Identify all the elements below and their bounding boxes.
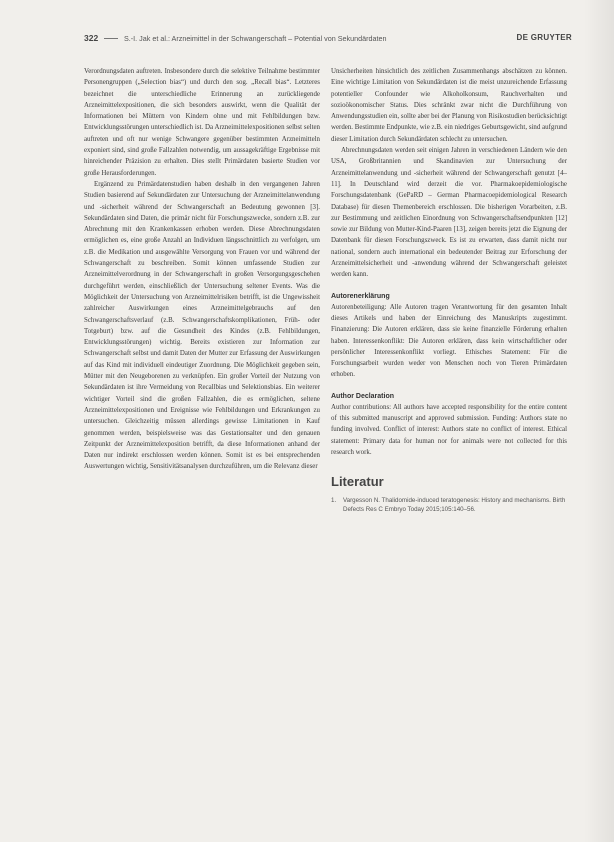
left-column bbox=[84, 66, 320, 473]
publisher-logo: DE GRUYTER bbox=[516, 33, 572, 42]
reference-number: 1. bbox=[331, 497, 337, 505]
body-paragraph: Unsicherheiten hinsichtlich des zeitlichen Zusammenhangs abschätzen zu können. Eine wichtige Limitation von Sekundärdaten ist die meist unzureichende Erfassung potentieller Confounder wie Alkoholkonsum, Rauchverhalten und sozioökonomischer Status. Dies schränkt zwar nicht die Durchführung von Anwendungsstudien ein, sollte aber bei der Planung von Risikostudien berücksichtigt werden. Bestimmte Endpunkte, wie z.B. ein niedriges Geburtsgewicht, sind aufgrund dieser Limitation durch Sekundärdaten schlecht zu untersuchen. bbox=[331, 68, 567, 143]
reference-list bbox=[331, 496, 567, 514]
header-rule bbox=[104, 38, 118, 39]
reference-item bbox=[331, 496, 567, 514]
section-heading-author-declaration: Author Declaration bbox=[331, 392, 395, 400]
right-column bbox=[331, 66, 567, 514]
section-heading-autorenerklaerung: Autorenerklärung bbox=[331, 292, 390, 300]
page-number: 322 bbox=[84, 33, 99, 43]
body-paragraph: Verordnungsdaten auftreten. Insbesondere durch die selektive Teilnahme bestimmter Personengruppen („Selection bias“) und durch den sog. „Recall bias“. Letzteres bezeichnet die unterschiedliche Erinnerung an zurückliegende Arzneimittelexpositionen, die sich besonders auswirkt, wenn die Qualität der Informationen bei Müttern von Kindern ohne und mit Fehlbildungen bzw. Entwicklungsstörungen unterschiedlich ist. Da Arzneimittelexpositionen selbst selten auftreten und oft nur wenige Schwangere gegenüber bestimmten Arzneimitteln exponiert sind, sind große Fallzahlen notwendig, um aussagekräftige Ergebnisse mit hinreichender Präzision zu erhalten. Dies stellt Primärdaten basierte Studien vor große Herausforderungen. bbox=[84, 68, 320, 177]
body-paragraph: Abrechnungsdaten werden seit einigen Jahren in verschiedenen Ländern wie den USA, Großbritannien und Skandinavien zur Untersuchung der Arzneimittelanwendung und -sicherheit während der Schwangerschaft genutzt [4–11]. In Deutschland wird derzeit die vor. Pharmakoepidemiologische Forschungsdatenbank (GePaRD – German Pharmacoepidemiological Research Database) für diesen Themenbereich erschlossen. Die bisherigen Vorarbeiten, z.B. zur Bestimmung und zeitlichen Einordnung von Schwangerschaftsendpunkten [12] sowie zur Bildung von Mutter-Kind-Paaren [13], zeigen bereits jetzt die Eignung der Datenbank für diesen Forschungszweck. Es ist zu erwarten, dass damit nicht nur national, sondern auch international ein bedeutender Beitrag zur Erforschung der Arzneimittelsicherheit und -anwendung während der Schwangerschaft geleistet werden kann. bbox=[331, 147, 567, 279]
running-head: S.-I. Jak et al.: Arzneimittel in der Schwangerschaft – Potential von Sekundärdaten bbox=[124, 34, 387, 43]
declaration-text-de: Autorenbeteiligung: Alle Autoren tragen Verantwortung für den gesamten Inhalt dieses Artikels und haben der Einreichung des Manuskripts zugestimmt. Finanzierung: Die Autoren erklären, dass sie keine finanzielle Förderung erhalten haben. Interessenkonflikt: Die Autoren erklären, dass kein wirtschaftlicher oder persönlicher Interessenkonflikt vorliegt. Ethisches Statement: Für die Forschungsarbeit wurden weder von Menschen noch von Tieren Primärdaten erhoben. bbox=[331, 303, 567, 379]
body-paragraph: Ergänzend zu Primärdatenstudien haben deshalb in den vergangenen Jahren Studien basierend auf Sekundärdaten zur Untersuchung der Arzneimittelanwendung und -sicherheit während der Schwangerschaft an Bedeutung gewonnen [3]. Sekundärdaten sind Daten, die primär nicht für Forschungszwecke, sondern z.B. zur Abrechnung mit den Krankenkassen erhoben werden. Diese Abrechnungsdaten ermöglichen es, eine große Anzahl an Individuen längsschnittlich zu verfolgen, um z.B. die Medikation und ausgewählte Versorgung von Frauen vor und während der Schwangerschaft zu beschreiben. Somit können umfassende Studien zur Arzneimittelverordnung in der Schwangerschaft in großen Versorgungsgeschehen durchgeführt werden, einschließlich der Untersuchung seltener Events. Was die Möglichkeit der Untersuchung von Arzneimittelrisiken betrifft, ist die Ungewissheit zahlreicher Auswirkungen eines Arzneimittelgebrauchs auf den Schwangerschaftsverlauf (z.B. Schwangerschaftskomplikationen, Früh- oder Totgeburt) bzw. auf die Gesundheit des Kindes (z.B. Fehlbildungen, Entwicklungsstörungen) wichtig. Bereits existieren zur Information zur Schwangerschaft selbst und damit Daten der Mutter zur Erfassung der Auswirkungen auf das Kind mit individuell eindeutiger Zuordnung. Die Möglichkeit gegeben sein, Mütter mit den Neugeborenen zu verknüpfen. Ein großer Vorteil der Nutzung von Sekundärdaten ist ihre Vermeidung von Recallbias und Selektionsbias. Ein weiterer wichtiger Vorteil sind die großen Fallzahlen, die es ermöglichen, seltene Arzneimittelexpositionen und Ereignisse wie Fehlbildungen und Erkrankungen zu untersuchen. Gleichzeitig müssen allerdings gewisse Limitationen in Kauf genommen werden, beispielsweise was das Gestationsalter und den genauen Zeitpunkt der Arzneimittelexposition betrifft, da diese Informationen anhand der Daten nur indirekt erschlossen werden können. Somit ist es bei entsprechenden Auswertungen wichtig, Sensitivitätsanalysen durchzuführen, um die Relevanz dieser bbox=[84, 180, 320, 471]
literature-heading: Literatur bbox=[331, 474, 384, 490]
declaration-text-en: Author contributions: All authors have accepted responsibility for the entire content of this submitted manuscript and approved submission. Funding: Authors state no funding involved. Conflict of interest: Authors state no conflict of interest. Ethical statement: Primary data for human nor for animals were not collected for this research work. bbox=[331, 403, 567, 456]
reference-text: Vargesson N. Thalidomide-induced teratogenesis: History and mechanisms. Birth Defects Res C Embryo Today 2015;105:140–56. bbox=[343, 497, 566, 514]
scan-edge-shadow bbox=[584, 0, 614, 842]
page-header bbox=[84, 33, 572, 47]
